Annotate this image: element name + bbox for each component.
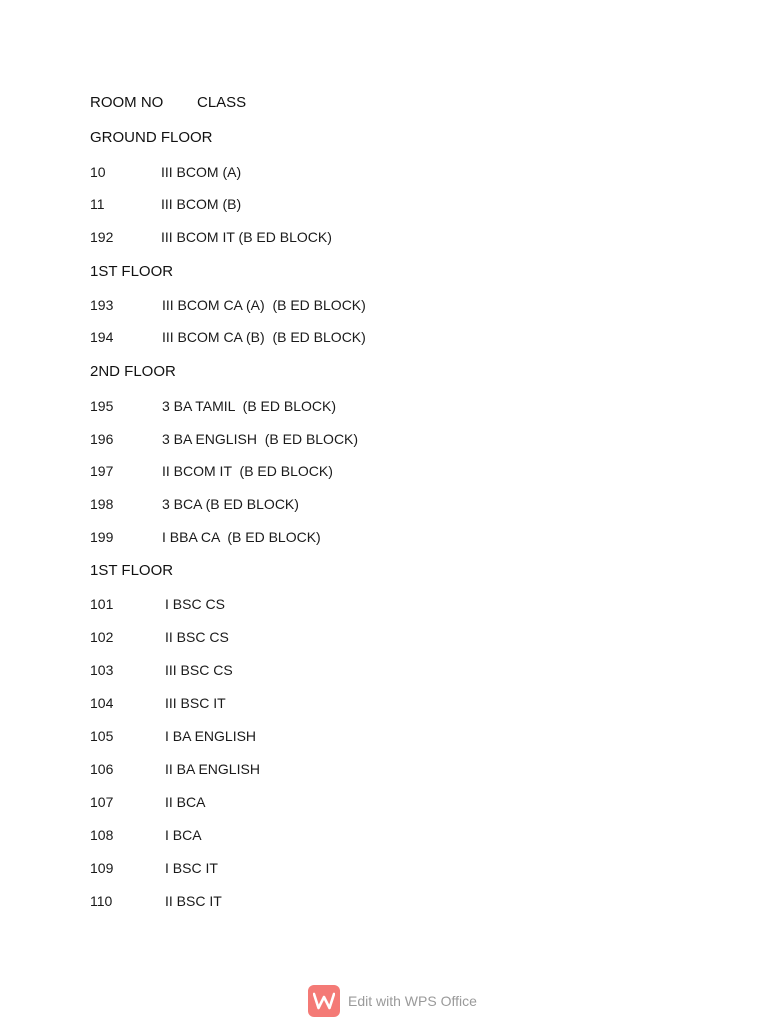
room-number: 101 — [90, 596, 114, 612]
class-name: III BCOM (B) — [161, 196, 242, 212]
room-number: 199 — [90, 529, 114, 545]
room-number: 104 — [90, 695, 114, 711]
class-name: 3 BA TAMIL (B ED BLOCK) — [162, 398, 337, 414]
class-name: III BCOM (A) — [161, 164, 242, 180]
class-name: I BA ENGLISH — [165, 728, 257, 744]
class-name: II BA ENGLISH — [165, 761, 260, 777]
room-number: 106 — [90, 761, 114, 777]
wps-logo-icon — [308, 985, 340, 1017]
wps-edit-banner[interactable] — [308, 985, 477, 1017]
room-number: 103 — [90, 662, 114, 678]
class-name: III BCOM CA (A) (B ED BLOCK) — [162, 297, 366, 313]
class-header: CLASS — [197, 94, 247, 111]
room-number: 194 — [90, 329, 114, 345]
room-number: 107 — [90, 794, 114, 810]
room-number: 110 — [90, 893, 113, 909]
room-number: 193 — [90, 297, 114, 313]
room-no-header: ROOM NO — [90, 94, 164, 111]
room-number: 195 — [90, 398, 114, 414]
class-name: II BCOM IT (B ED BLOCK) — [162, 463, 333, 479]
section-heading: GROUND FLOOR — [90, 129, 213, 146]
room-number: 192 — [90, 229, 114, 245]
room-number: 105 — [90, 728, 114, 744]
class-name: I BSC CS — [165, 596, 225, 612]
class-name: I BBA CA (B ED BLOCK) — [162, 529, 321, 545]
class-name: II BCA — [165, 794, 206, 810]
room-number: 102 — [90, 629, 114, 645]
room-number: 196 — [90, 431, 114, 447]
class-name: II BSC IT — [165, 893, 222, 909]
class-name: II BSC CS — [165, 629, 229, 645]
room-number: 108 — [90, 827, 114, 843]
class-name: I BCA — [165, 827, 202, 843]
class-name: I BSC IT — [165, 860, 218, 876]
room-number: 198 — [90, 496, 114, 512]
room-number: 197 — [90, 463, 114, 479]
class-name: III BSC IT — [165, 695, 226, 711]
section-heading: 2ND FLOOR — [90, 363, 176, 380]
class-name: 3 BA ENGLISH (B ED BLOCK) — [162, 431, 359, 447]
class-name: III BCOM CA (B) (B ED BLOCK) — [162, 329, 366, 345]
room-number: 10 — [90, 164, 106, 180]
class-name: III BSC CS — [165, 662, 233, 678]
section-heading: 1ST FLOOR — [90, 562, 174, 579]
section-heading: 1ST FLOOR — [90, 263, 174, 280]
class-name: III BCOM IT (B ED BLOCK) — [161, 229, 332, 245]
room-number: 11 — [90, 196, 105, 212]
room-number: 109 — [90, 860, 114, 876]
class-name: 3 BCA (B ED BLOCK) — [162, 496, 299, 512]
wps-edit-text: Edit with WPS Office — [348, 993, 477, 1009]
